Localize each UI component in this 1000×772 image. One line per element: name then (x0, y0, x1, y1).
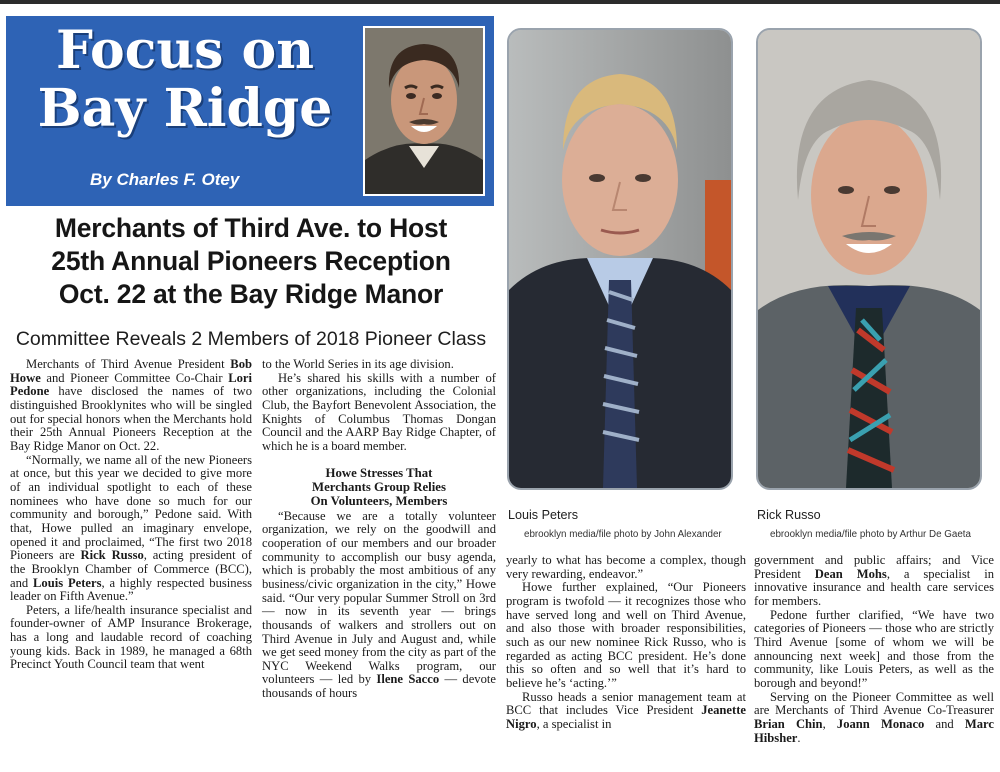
text-run: government and public affairs; and Vice President (754, 553, 994, 581)
section-subhead-line3: On Volunteers, Members (310, 493, 448, 508)
paragraph (10, 454, 252, 604)
text-run: Merchants of Third Avenue President (26, 357, 231, 371)
paragraph (506, 691, 746, 732)
text-run: — devote thousands of hours (262, 672, 496, 701)
name-rick-russo: Rick Russo (80, 548, 144, 563)
text-run: , (822, 716, 837, 731)
name-marc-hibsher: Marc Hibsher (754, 716, 995, 745)
name-jeanette-nigro: Jeanette Nigro (506, 703, 746, 731)
column-title (20, 22, 350, 138)
headline-line2: 25th Annual Pioneers Reception (51, 246, 451, 276)
paragraph (10, 358, 252, 454)
top-rule (0, 0, 1000, 4)
headline (8, 212, 494, 311)
photo-rick-russo (756, 28, 982, 490)
text-run: Serving on the Pioneer Committee as well are Merchants of Third Avenue Co-Treasurer (754, 689, 994, 718)
paragraph: Howe further explained, “Our Pioneers program is twofold — it recognizes those who have served long and well on Third Avenue, and also those with broader responsibilities, such as our new nominee Rick Russo, who is regarded as acting BCC president. He’s done this so often and so well that it’s hard to believe he’s ‘acting.’” (506, 580, 746, 690)
paragraph (754, 554, 994, 609)
name-louis-peters: Louis Peters (33, 575, 102, 590)
caption-name-left: Louis Peters (508, 508, 579, 522)
masthead (6, 16, 494, 206)
name-lori-pedone: Lori Pedone (10, 370, 252, 399)
text-run: , a specialist in innovative insurance and health care services for members. (754, 566, 994, 608)
name-dean-mohs: Dean Mohs (814, 566, 887, 581)
name-joann-monaco: Joann Monaco (836, 716, 925, 731)
text-run: have disclosed the names of two distinguished Brooklynites who will be singled out for special honors when the Merchants hold their 25th Annual Pioneers Reception at the Bay Ridge Manor on Oct. 22. (10, 384, 252, 453)
caption-name-right: Rick Russo (757, 508, 821, 522)
text-run: , acting president of the Brooklyn Chamber of Commerce (BCC), and (10, 548, 252, 590)
paragraph (754, 691, 994, 746)
text-run: “Because we are a totally volunteer organization, we rely on the goodwill and cooperation of our members and our broader community to accomplish our busy agenda, which is probably the most ambitious of any business/civic organization in the city,” Howe said. “Our very popular Summer Stroll on 3rd — now in its seventh year — brings thousands of walkers and strollers out on Third Avenue in July and August and, while we get seed money from the city as part of the NYC Weekend Walks program, our volunteers — led by (262, 508, 496, 687)
column-title-line1: Focus on (55, 20, 315, 81)
photo-louis-peters-image (509, 30, 731, 488)
paragraph: Pedone further clarified, “We have two categories of Pioneers — those who are strictly Third Avenue [some of whom we will be announcing next week] and those from the community, like Louis Peters, as well as the borough and beyond!” (754, 607, 994, 690)
section-subhead-line2: Merchants Group Relies (312, 479, 446, 494)
article-column-4 (754, 554, 994, 745)
author-portrait (363, 26, 485, 196)
text-run: , a highly respected business leader on Fifth Avenue.” (10, 575, 252, 604)
section-subhead (262, 466, 496, 508)
photo-rick-russo-image (758, 30, 980, 488)
caption-credit-right: ebrooklyn media/file photo by Arthur De Gaeta (770, 529, 971, 540)
text-run: and (924, 716, 965, 731)
text-run: . (797, 730, 801, 745)
author-portrait-image (365, 28, 483, 194)
text-run: Russo heads a senior management team at BCC that includes Vice President (506, 689, 746, 718)
column-title-line2: Bay Ridge (37, 78, 333, 139)
paragraph: Peters, a life/health insurance specialist and founder-owner of AMP Insurance Brokerage, has a long and laudable record of coaching young kids. Back in 1989, he managed a 68th Precinct Youth Council team that went (10, 602, 252, 672)
paragraph: He’s shared his skills with a number of other organizations, including the Colonial Club, the Bayfort Benevolent Association, the Knights of Columbus Thomas Dongan Council and the AARP Bay Ridge Chapter, of which he is a board member. (262, 370, 496, 453)
name-ilene-sacco: Ilene Sacco (376, 672, 440, 687)
text-run: “Normally, we name all of the new Pioneers at once, but this year we decided to give more of an individual spotlight to each of these nominees who have done so much for our community and borough,” Pedone said. With that, Howe pulled an imaginary envelope, opened it and proclaimed, “The first two 2018 Pioneers are (10, 452, 252, 563)
paragraph: to the World Series in its age division. (262, 357, 454, 371)
article-column-3 (506, 554, 746, 732)
byline: By Charles F. Otey (90, 170, 240, 189)
headline-line3: Oct. 22 at the Bay Ridge Manor (58, 279, 444, 309)
section-subhead-line1: Howe Stresses That (325, 465, 433, 480)
name-bob-howe: Bob Howe (10, 357, 252, 385)
subheadline: Committee Reveals 2 Members of 2018 Pioneer Class (15, 328, 487, 350)
headline-line1: Merchants of Third Ave. to Host (54, 213, 448, 243)
name-brian-chin: Brian Chin (754, 716, 823, 731)
paragraph (262, 510, 496, 701)
paragraph: yearly to what has become a complex, though very rewarding, endeavor.” (506, 553, 746, 581)
text-run: and Pioneer Committee Co-Chair (40, 370, 229, 385)
text-run: , a specialist in (536, 716, 612, 731)
caption-credit-left: ebrooklyn media/file photo by John Alexander (524, 529, 722, 540)
article-column-1 (10, 358, 252, 672)
photo-louis-peters (507, 28, 733, 490)
article-column-2 (262, 358, 496, 701)
